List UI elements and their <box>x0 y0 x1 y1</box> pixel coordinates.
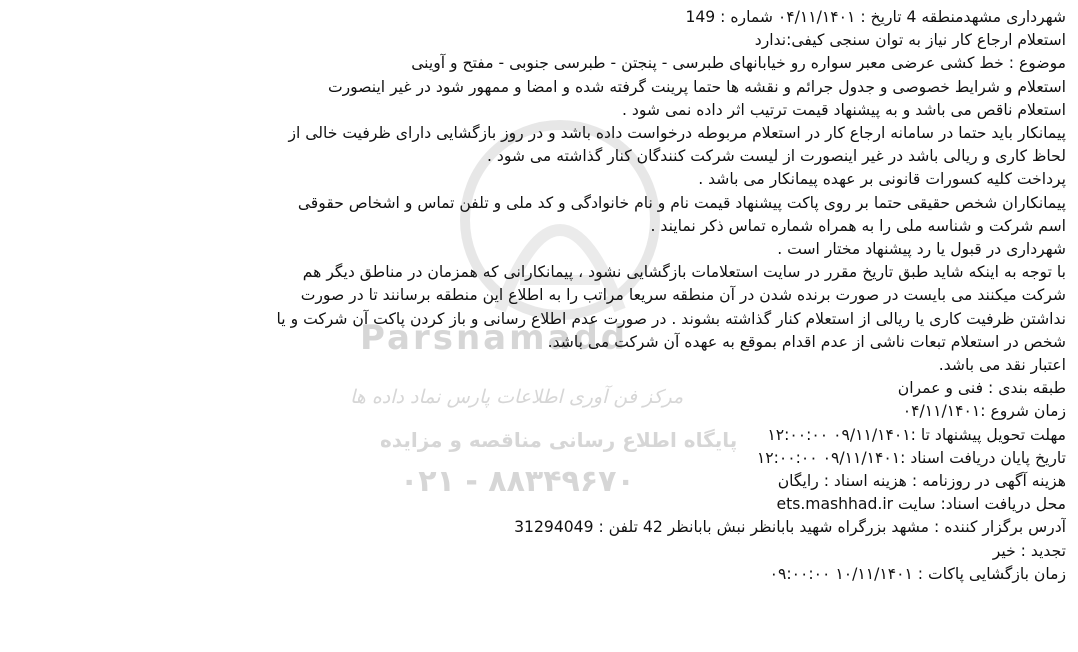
tender-document <box>14 6 1066 586</box>
renewal-line: تجدید : خیر <box>992 541 1066 560</box>
body-line: پیمانکار باید حتما در سامانه ارجاع کار در استعلام مربوطه درخواست داده باشد و در روز بازگشایی دارای ظرفیت خالی از <box>288 124 1066 143</box>
header-line: شهرداری مشهدمنطقه 4 تاریخ : ۰۴/۱۱/۱۴۰۱ شماره : 149 <box>685 8 1066 26</box>
body-line: استعلام ناقص می باشد و به پیشنهاد قیمت ترتیب اثر داده نمی شود . <box>622 100 1066 119</box>
documents-location-line: محل دریافت اسناد: سایت ets.mashhad.ir <box>776 495 1066 514</box>
body-line: شهرداری در قبول یا رد پیشنهاد مختار است . <box>777 240 1066 259</box>
credit-line: اعتبار نقد می باشد. <box>938 356 1066 375</box>
organizer-address-line: آدرس برگزار کننده : مشهد بزرگراه شهید بابانظر نبش بابانظر 42 تلفن : 31294049 <box>514 518 1066 537</box>
opening-time-line: زمان بازگشایی پاکات : ۱۰/۱۱/۱۴۰۱ ۰۹:۰۰:۰۰ <box>769 564 1066 583</box>
watermark-latin-text: Parsnamadd <box>360 318 629 358</box>
body-line: نداشتن ظرفیت کاری یا ریالی از استعلام کنار گذاشته بشوند . در صورت عدم اطلاع رسانی و باز کردن پاکت آن شرکت و یا <box>276 309 1066 328</box>
watermark-line2: پایگاه اطلاع رسانی مناقصه و مزایده <box>380 428 738 452</box>
watermark-phone: ۰۲۱ - ۸۸۳۴۹۶۷۰ <box>400 464 635 499</box>
body-line: شخص در استعلام تبعات ناشی از عدم اقدام بموقع به عهده آن شرکت می باشد. <box>547 332 1066 351</box>
body-line: استعلام و شرایط خصوصی و جدول جرائم و نقشه ها حتما پرینت گرفته شده و امضا و ممهور شود در غیر اینصورت <box>327 77 1066 96</box>
costs-line: هزینه آگهی در روزنامه : هزینه اسناد : رایگان <box>777 472 1066 491</box>
submission-deadline-line: مهلت تحویل پیشنهاد تا :۰۹/۱۱/۱۴۰۱ ۱۲:۰۰:۰۰ <box>767 425 1066 444</box>
quality-assessment-line: استعلام ارجاع کار نیاز به توان سنجی کیفی:ندارد <box>754 31 1066 50</box>
watermark-line1: مرکز فن آوری اطلاعات پارس نماد داده ها <box>350 386 684 408</box>
body-line: پیمانکاران شخص حقیقی حتما بر روی پاکت پیشنهاد قیمت نام و نام خانوادگی و کد ملی و تلفن تماس و اشخاص حقوقی <box>297 193 1066 212</box>
documents-deadline-line: تاریخ پایان دریافت اسناد :۰۹/۱۱/۱۴۰۱ ۱۲:۰۰:۰۰ <box>756 448 1066 467</box>
start-date-line: زمان شروع :۰۴/۱۱/۱۴۰۱ <box>902 402 1066 421</box>
body-line: با توجه به اینکه شاید طبق تاریخ مقرر در سایت استعلامات بازگشایی نشود ، پیمانکارانی که همزمان در مناطق دیگر هم <box>302 263 1066 282</box>
category-line: طبقه بندی : فنی و عمران <box>897 379 1066 398</box>
body-line: پرداخت کلیه کسورات قانونی بر عهده پیمانکار می باشد . <box>698 170 1066 189</box>
body-line: شرکت میکنند می بایست در صورت برنده شدن در آن منطقه سریعا مراتب را به اطلاع این منطقه برسانند تا در صورت <box>300 286 1066 305</box>
body-line: اسم شرکت و شناسه ملی را به همراه شماره تماس ذکر نمایند . <box>650 216 1066 235</box>
body-line: لحاظ کاری و ریالی باشد در غیر اینصورت از لیست شرکت کنندگان کنار گذاشته می شود . <box>486 147 1066 166</box>
subject-line: موضوع : خط کشی عرضی معبر سواره رو خیابانهای طبرسی - پنجتن - طبرسی جنوبی - مفتح و آوینی <box>411 54 1066 73</box>
